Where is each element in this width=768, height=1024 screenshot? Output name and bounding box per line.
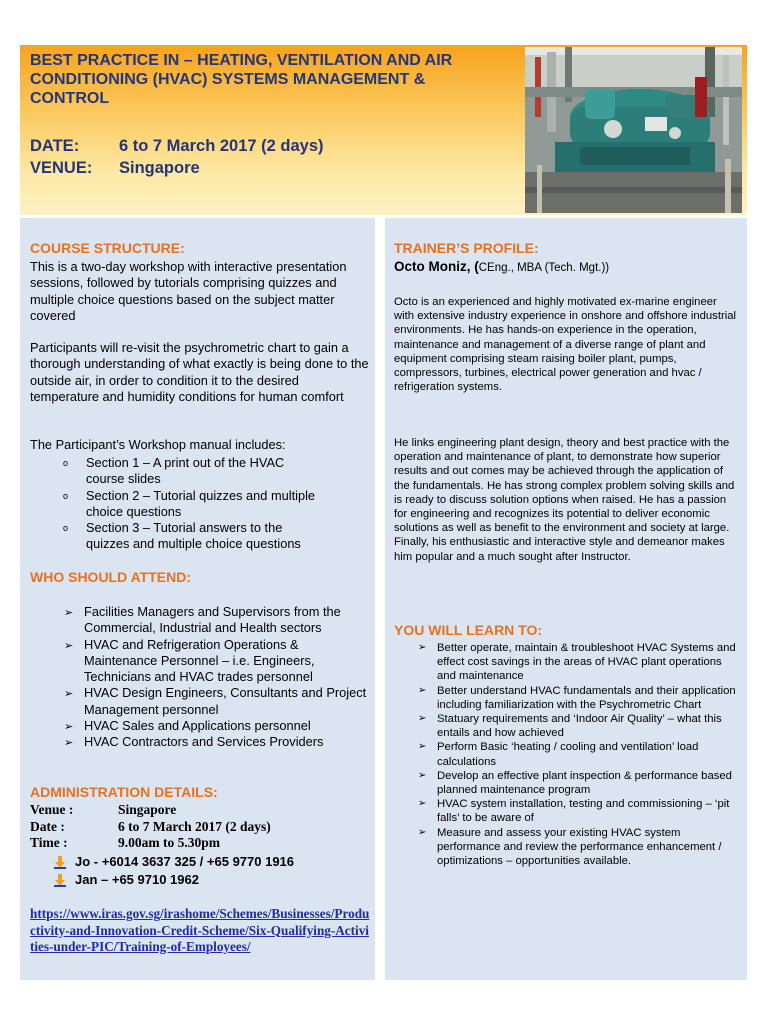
- list-item: ➢ HVAC Contractors and Services Providers: [30, 734, 370, 750]
- list-item: ➢ Better understand HVAC fundamentals and their application including familiarization with the Psychrometric Chart: [418, 684, 736, 711]
- arrow-bullet-icon: ➢: [418, 684, 427, 696]
- trainer-profile-heading: TRAINER’S PROFILE:: [394, 240, 539, 256]
- contact-jo: Jo - +6014 3637 325 / +65 9770 1916: [53, 854, 294, 870]
- who-should-attend-heading: WHO SHOULD ATTEND:: [30, 569, 191, 585]
- trainer-name: Octo Moniz, (: [394, 259, 479, 274]
- course-structure-intro: This is a two-day workshop with interactive presentation sessions, followed by tutorials comprising quizzes and multiple choice questions based on the subject matter covered: [30, 259, 347, 323]
- admin-date-value: 6 to 7 March 2017 (2 days): [118, 818, 271, 834]
- list-item: o Section 3 – Tutorial answers to the quizzes and multiple choice questions: [63, 520, 301, 552]
- trainer-credentials: CEng., MBA (Tech. Mgt.)): [478, 262, 610, 274]
- arrow-bullet-icon: ➢: [418, 798, 427, 810]
- trainer-name-line: [394, 259, 739, 276]
- arrow-bullet-icon: ➢: [64, 607, 74, 619]
- date-venue-block: [30, 135, 324, 179]
- list-item: ➢ Perform Basic ‘heating / cooling and ventilation’ load calculations: [418, 741, 699, 768]
- workshop-manual-intro: The Participant’s Workshop manual includes:: [30, 437, 286, 452]
- list-item: ➢ Develop an effective plant inspection & performance based planned maintenance program: [418, 769, 732, 797]
- venue-label: VENUE:: [30, 159, 93, 177]
- list-item: ➢ Better operate, maintain & troubleshoot HVAC Systems and effect cost savings in the areas of HVAC plant operations and maintenance: [418, 642, 736, 683]
- you-will-learn-heading: YOU WILL LEARN TO:: [394, 622, 543, 638]
- trainer-bio-1: Octo is an experienced and highly motivated ex-marine engineer with extensive industry experience in onshore and offshore industrial environments. He has hands-on experience in the operation, maintenance and management of a diverse range of plant and equipment comprising steam raising boiler plant, pumps, compressors, turbines, electrical power generation and hvac / refrigeration systems.: [394, 296, 737, 394]
- arrow-bullet-icon: ➢: [418, 826, 427, 838]
- list-item: ➢ Facilities Managers and Supervisors from the Commercial, Industrial and Health sectors: [64, 604, 341, 636]
- arrow-bullet-icon: ➢: [418, 741, 427, 753]
- circle-bullet-icon: o: [63, 523, 69, 534]
- course-structure-psychrometric: Participants will re-visit the psychrometric chart to gain a thorough understanding of what exactly is being done to the outside air, in order to condition it to the desired temperature and humidity conditions for human comfort: [30, 340, 369, 404]
- right-column: [385, 218, 747, 980]
- arrow-bullet-icon: ➢: [418, 769, 427, 781]
- learning-outcomes-list: [385, 641, 740, 868]
- list-item: ➢ HVAC and Refrigeration Operations & Maintenance Personnel – i.e. Engineers, Technicians and HVAC trades personnel: [64, 636, 315, 685]
- trainer-bio-2: He links engineering plant design, theory and best practice with the operation and maintenance of plant, to demonstrate how superior results and out comes may be achieved through the application of the fundamentals. He has strong complex problem solving skills and is ready to discuss solution options when raised. He has a passion for engineering and recognizes its potential to deliver economic solutions as well as benefit to the environment and society at large. Finally, his enthusiastic and interactive style and demeanor makes him popular and a much sought after Instructor.: [394, 437, 735, 563]
- circle-bullet-icon: o: [63, 490, 69, 501]
- arrow-bullet-icon: ➢: [64, 639, 74, 652]
- venue-value: Singapore: [119, 159, 200, 177]
- course-structure-heading: COURSE STRUCTURE:: [30, 240, 185, 256]
- left-column: [20, 218, 375, 980]
- list-item: ➢ HVAC Sales and Applications personnel: [30, 718, 370, 734]
- admin-venue-value: Singapore: [118, 802, 177, 817]
- contact-jan: Jan – +65 9710 1962: [53, 872, 199, 888]
- list-item: ➢ Statuary requirements and ‘Indoor Air Quality’ – what this entails and how achieved: [418, 713, 722, 740]
- list-item: ➢ Measure and assess your existing HVAC system performance and review the performance enhancement / optimizations – opportunities available.: [418, 826, 722, 868]
- arrow-bullet-icon: ➢: [64, 688, 74, 701]
- list-item: o Section 2 – Tutorial quizzes and multiple choice questions: [63, 487, 316, 519]
- arrow-bullet-icon: ➢: [64, 721, 74, 734]
- administration-heading: ADMINISTRATION DETAILS:: [30, 784, 218, 800]
- admin-venue-label: Venue :: [30, 802, 74, 817]
- manual-contents-list: [30, 455, 320, 553]
- admin-time-value: 9.00am to 5.30pm: [118, 835, 220, 850]
- list-item: ➢ HVAC Design Engineers, Consultants and Project Management personnel: [64, 685, 367, 717]
- arrow-bullet-icon: ➢: [418, 713, 427, 725]
- list-item: ➢ HVAC system installation, testing and commissioning – ‘pit falls’ to be aware of: [418, 798, 730, 825]
- date-label: DATE:: [30, 137, 80, 155]
- pointer-arrow-icon: [53, 874, 67, 887]
- iras-link[interactable]: https://www.iras.gov.sg/irashome/Schemes/Businesses/Productivity-and-Innovation-Credit-Scheme/Six-Qualifying-Activities-under-PIC/Training-of-Employees/: [30, 906, 370, 954]
- pointer-arrow-icon: [53, 856, 67, 869]
- admin-date-label: Date :: [30, 818, 65, 834]
- arrow-bullet-icon: ➢: [418, 642, 427, 653]
- course-title: BEST PRACTICE IN – HEATING, VENTILATION AND AIR CONDITIONING (HVAC) SYSTEMS MANAGEMENT & CONTROL: [30, 52, 453, 107]
- attendee-list: [30, 604, 370, 751]
- administration-details: [30, 802, 271, 852]
- header-banner: [20, 45, 747, 215]
- hvac-equipment-photo: [525, 47, 742, 213]
- arrow-bullet-icon: ➢: [64, 737, 74, 750]
- circle-bullet-icon: o: [63, 458, 69, 468]
- admin-time-label: Time :: [30, 835, 68, 850]
- list-item: o Section 1 – A print out of the HVAC course slides: [63, 455, 285, 487]
- date-value: 6 to 7 March 2017 (2 days): [119, 137, 324, 155]
